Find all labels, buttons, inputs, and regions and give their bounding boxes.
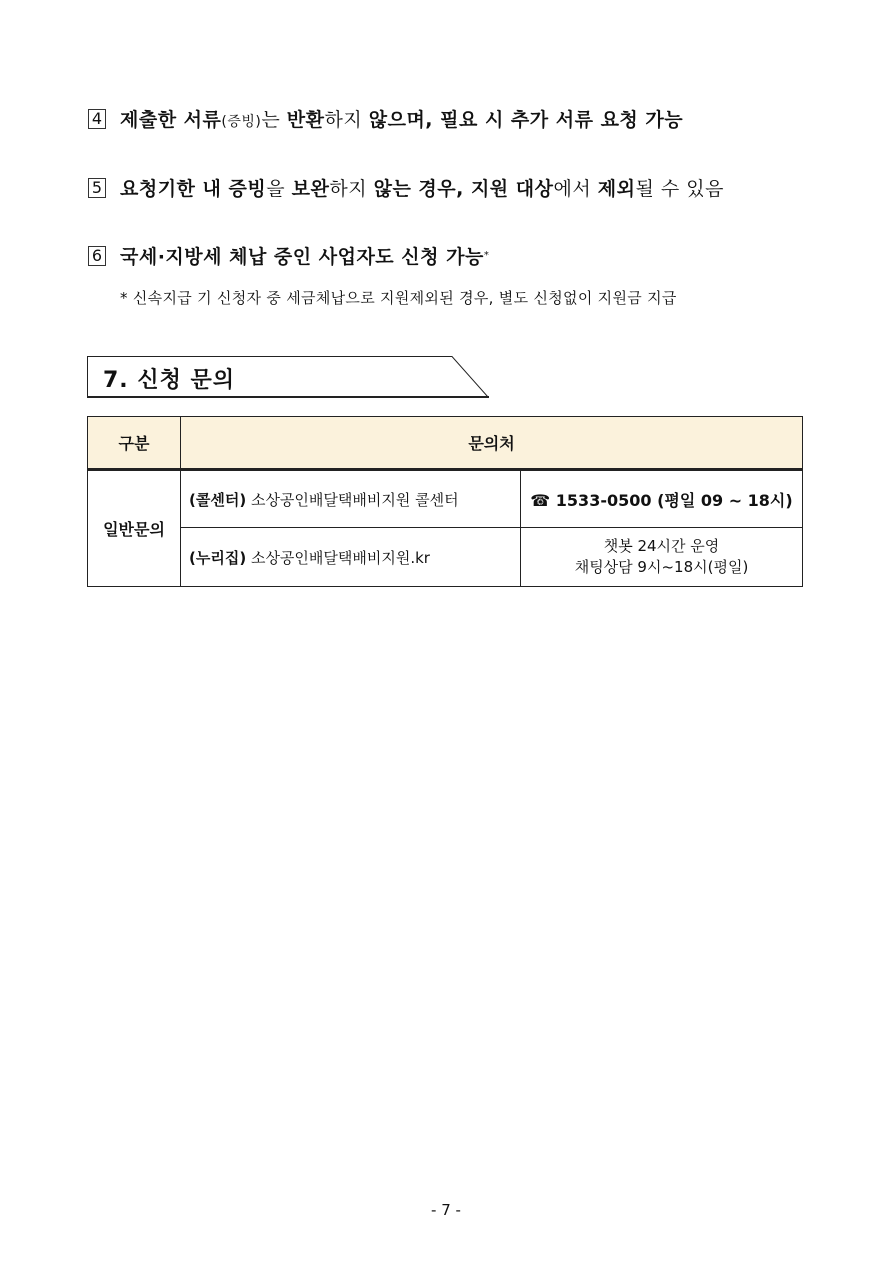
item-text-run: 요청기한 내 증빙 xyxy=(120,178,267,200)
website-label: (누리집) xyxy=(189,548,247,567)
item-text-run: 하지 xyxy=(329,178,374,200)
item-4 xyxy=(88,105,683,132)
callcenter-cell xyxy=(181,470,521,528)
footnote-mark: * xyxy=(483,250,489,261)
footnote: * 신속지급 기 신청자 중 세금체납으로 지원제외된 경우, 별도 신청없이 지원금 지급 xyxy=(120,289,677,307)
item-text-run: 에서 xyxy=(553,178,598,200)
section-header xyxy=(87,356,489,398)
page-number: - 7 - xyxy=(431,1201,461,1219)
item-number-box: 4 xyxy=(88,109,106,129)
phone-cell xyxy=(521,470,803,528)
item-text-run: 않는 경우, 지원 대상 xyxy=(373,178,554,200)
item-text-run: 보완 xyxy=(291,178,330,200)
header-contact: 문의처 xyxy=(181,417,803,470)
callcenter-label: (콜센터) xyxy=(189,490,247,509)
item-text-run: 을 xyxy=(266,178,292,200)
item-number-box: 6 xyxy=(88,246,106,266)
section-title: 7. 신청 문의 xyxy=(103,368,235,393)
website-url[interactable]: 소상공인배달택배비지원.kr xyxy=(246,548,430,567)
item-text-run: 국세·지방세 체납 중인 사업자도 신청 가능 xyxy=(120,246,484,268)
phone-number[interactable]: 1533-0500 (평일 09 ~ 18시) xyxy=(550,490,793,510)
callcenter-text: 소상공인배달택배비지원 콜센터 xyxy=(246,490,459,509)
item-number-box: 5 xyxy=(88,178,106,198)
item-text-run: 는 xyxy=(261,109,287,131)
chat-consult-hours: 채팅상담 9시~18시(평일) xyxy=(574,558,749,576)
header-category: 구분 xyxy=(88,417,181,470)
item-text-run: (증빙) xyxy=(221,114,262,130)
table-row xyxy=(88,470,803,528)
website-cell xyxy=(181,528,521,587)
chat-cell xyxy=(521,528,803,587)
item-text-run: 하지 xyxy=(324,109,369,131)
table-row xyxy=(88,528,803,587)
item-text xyxy=(120,105,683,132)
item-5 xyxy=(88,174,724,201)
inquiry-table xyxy=(87,416,803,587)
item-text-run: 않으며, 필요 시 추가 서류 요청 가능 xyxy=(368,109,684,131)
item-6 xyxy=(88,242,489,269)
item-text-run: 될 수 있음 xyxy=(635,178,724,200)
chatbot-hours: 챗봇 24시간 운영 xyxy=(603,537,720,555)
item-text-run: 제외 xyxy=(597,178,636,200)
category-cell: 일반문의 xyxy=(88,470,181,587)
item-text-run: 반환 xyxy=(286,109,325,131)
item-text xyxy=(120,174,724,201)
phone-icon: ☎ xyxy=(530,490,551,510)
item-text-run: 제출한 서류 xyxy=(120,109,222,131)
item-text xyxy=(120,242,484,269)
